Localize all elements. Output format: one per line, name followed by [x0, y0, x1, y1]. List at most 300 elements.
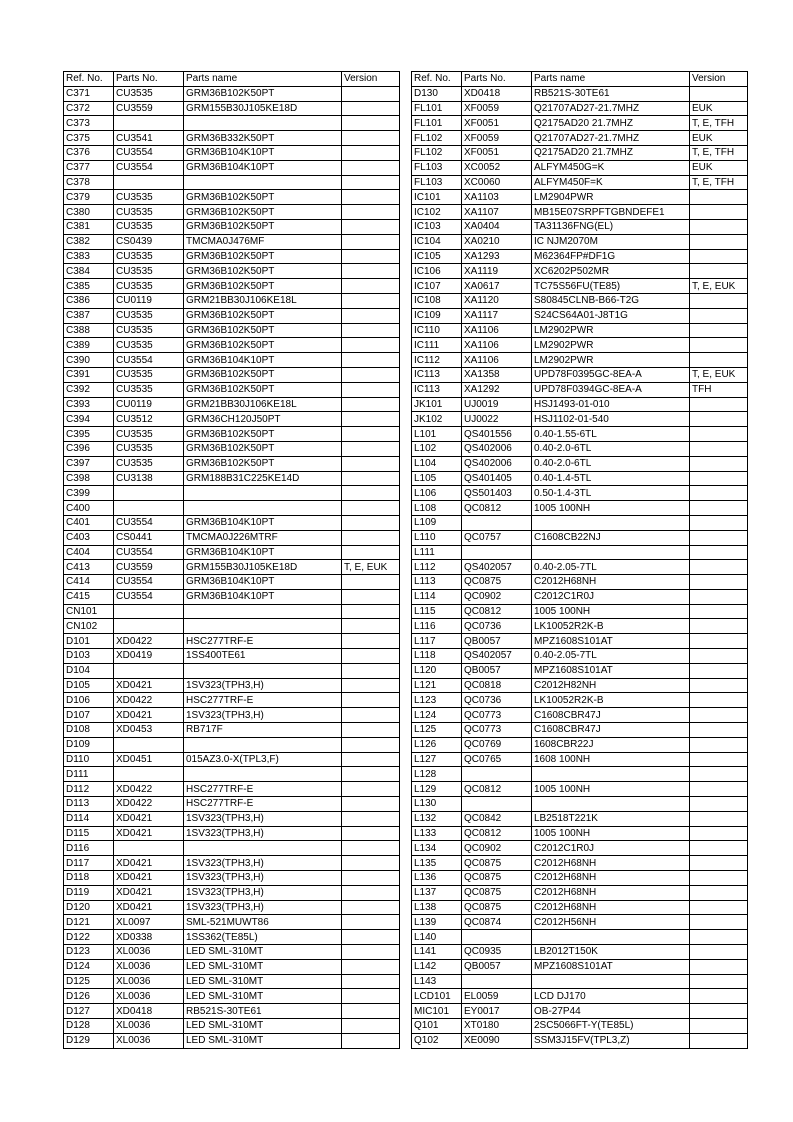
cell-version	[690, 338, 748, 353]
table-row	[412, 767, 748, 782]
cell-parts-name: GRM36B104K10PT	[184, 160, 342, 175]
cell-version	[690, 989, 748, 1004]
cell-ref-no: D129	[64, 1033, 114, 1048]
cell-parts-name: GRM36B102K50PT	[184, 441, 342, 456]
cell-version	[690, 308, 748, 323]
cell-parts-no: CU3535	[114, 219, 184, 234]
cell-version	[342, 545, 400, 560]
cell-version	[342, 353, 400, 368]
cell-parts-name: 1005 100NH	[532, 782, 690, 797]
cell-parts-name: 1SV323(TPH3,H)	[184, 811, 342, 826]
cell-version: T, E, TFH	[690, 175, 748, 190]
cell-parts-name: GRM36B102K50PT	[184, 219, 342, 234]
cell-parts-name: MPZ1608S101AT	[532, 634, 690, 649]
cell-parts-no	[114, 604, 184, 619]
table-row	[64, 501, 400, 516]
cell-version	[342, 1019, 400, 1034]
table-row	[64, 131, 400, 146]
cell-version	[690, 397, 748, 412]
cell-ref-no: IC110	[412, 323, 462, 338]
cell-parts-name: OB-27P44	[532, 1004, 690, 1019]
cell-parts-no: QB0057	[462, 959, 532, 974]
cell-version	[342, 619, 400, 634]
cell-ref-no: L138	[412, 900, 462, 915]
cell-ref-no: IC101	[412, 190, 462, 205]
cell-parts-name: GRM36B102K50PT	[184, 264, 342, 279]
table-row	[64, 264, 400, 279]
cell-ref-no: L121	[412, 678, 462, 693]
table-row	[412, 190, 748, 205]
cell-parts-name: 0.40-1.4-5TL	[532, 471, 690, 486]
cell-ref-no: CN102	[64, 619, 114, 634]
cell-ref-no: D114	[64, 811, 114, 826]
cell-parts-no: QC0902	[462, 589, 532, 604]
cell-parts-no: XL0036	[114, 1019, 184, 1034]
cell-parts-no: QC0769	[462, 737, 532, 752]
cell-parts-name: 1005 100NH	[532, 604, 690, 619]
cell-parts-name	[184, 501, 342, 516]
table-row	[64, 915, 400, 930]
table-row	[412, 871, 748, 886]
cell-parts-no	[462, 974, 532, 989]
cell-version	[342, 530, 400, 545]
cell-parts-name: LM2902PWR	[532, 323, 690, 338]
cell-version	[690, 693, 748, 708]
cell-ref-no: FL102	[412, 145, 462, 160]
cell-parts-name: LK10052R2K-B	[532, 693, 690, 708]
cell-version	[342, 1033, 400, 1048]
table-row	[64, 826, 400, 841]
table-row	[64, 293, 400, 308]
cell-parts-no: XD0422	[114, 693, 184, 708]
table-row	[412, 930, 748, 945]
table-row	[64, 989, 400, 1004]
cell-parts-name: GRM36B102K50PT	[184, 190, 342, 205]
cell-parts-no: XF0059	[462, 131, 532, 146]
cell-ref-no: L136	[412, 871, 462, 886]
cell-parts-name: GRM36B102K50PT	[184, 382, 342, 397]
cell-parts-no: QB0057	[462, 634, 532, 649]
cell-version	[342, 634, 400, 649]
cell-ref-no: C393	[64, 397, 114, 412]
cell-parts-no: XA1106	[462, 323, 532, 338]
cell-parts-name: 0.40-1.55-6TL	[532, 427, 690, 442]
cell-ref-no: L111	[412, 545, 462, 560]
cell-ref-no: D112	[64, 782, 114, 797]
table-row	[412, 915, 748, 930]
cell-parts-no: CU3535	[114, 338, 184, 353]
cell-ref-no: D118	[64, 871, 114, 886]
cell-parts-no: QS401405	[462, 471, 532, 486]
table-row	[64, 1033, 400, 1048]
cell-ref-no: IC107	[412, 279, 462, 294]
cell-parts-no: CU3535	[114, 456, 184, 471]
cell-version	[690, 575, 748, 590]
cell-version	[690, 412, 748, 427]
cell-parts-name: GRM36B104K10PT	[184, 545, 342, 560]
cell-parts-name: 1SS362(TE85L)	[184, 930, 342, 945]
cell-parts-name: UPD78F0394GC-8EA-A	[532, 382, 690, 397]
table-row	[412, 723, 748, 738]
cell-ref-no: L106	[412, 486, 462, 501]
cell-parts-name: IC NJM2070M	[532, 234, 690, 249]
table-row	[64, 871, 400, 886]
cell-version	[690, 885, 748, 900]
header-version: Version	[342, 72, 400, 87]
table-row	[412, 575, 748, 590]
cell-ref-no: IC103	[412, 219, 462, 234]
cell-version	[690, 219, 748, 234]
table-row	[412, 486, 748, 501]
cell-version	[342, 116, 400, 131]
cell-ref-no: IC113	[412, 382, 462, 397]
cell-parts-no: QC0736	[462, 619, 532, 634]
cell-version	[342, 323, 400, 338]
table-row	[64, 382, 400, 397]
cell-parts-name: 0.40-2.0-6TL	[532, 456, 690, 471]
cell-ref-no: L105	[412, 471, 462, 486]
cell-ref-no: D117	[64, 856, 114, 871]
cell-ref-no: C398	[64, 471, 114, 486]
cell-ref-no: C375	[64, 131, 114, 146]
cell-parts-name: SSM3J15FV(TPL3,Z)	[532, 1033, 690, 1048]
table-row	[412, 1019, 748, 1034]
cell-ref-no: D113	[64, 797, 114, 812]
cell-ref-no: C381	[64, 219, 114, 234]
cell-ref-no: C382	[64, 234, 114, 249]
cell-ref-no: C372	[64, 101, 114, 116]
table-row	[412, 678, 748, 693]
cell-parts-no: CU3554	[114, 145, 184, 160]
table-row	[64, 797, 400, 812]
cell-ref-no: D127	[64, 1004, 114, 1019]
cell-parts-no: EL0059	[462, 989, 532, 1004]
cell-version	[342, 471, 400, 486]
cell-ref-no: FL103	[412, 160, 462, 175]
cell-parts-no	[462, 545, 532, 560]
cell-ref-no: IC106	[412, 264, 462, 279]
cell-ref-no: D116	[64, 841, 114, 856]
table-row	[412, 737, 748, 752]
cell-version	[690, 767, 748, 782]
cell-parts-name: HSC277TRF-E	[184, 782, 342, 797]
cell-ref-no: IC113	[412, 367, 462, 382]
cell-parts-no: XT0180	[462, 1019, 532, 1034]
table-row	[412, 145, 748, 160]
cell-parts-name: C2012H82NH	[532, 678, 690, 693]
cell-parts-name: GRM36B104K10PT	[184, 515, 342, 530]
cell-version	[690, 323, 748, 338]
cell-ref-no: L143	[412, 974, 462, 989]
cell-version	[342, 811, 400, 826]
cell-ref-no: L126	[412, 737, 462, 752]
cell-version	[690, 545, 748, 560]
cell-parts-no: XD0338	[114, 930, 184, 945]
cell-version	[690, 649, 748, 664]
table-row	[412, 264, 748, 279]
table-row	[64, 205, 400, 220]
cell-ref-no: C414	[64, 575, 114, 590]
cell-ref-no: C399	[64, 486, 114, 501]
cell-parts-name: C2012C1R0J	[532, 589, 690, 604]
cell-parts-no: QC0875	[462, 871, 532, 886]
table-row	[412, 708, 748, 723]
cell-version	[690, 634, 748, 649]
cell-ref-no: CN101	[64, 604, 114, 619]
table-row	[412, 989, 748, 1004]
cell-version	[690, 945, 748, 960]
cell-parts-no: XA0617	[462, 279, 532, 294]
cell-parts-name: C2012H68NH	[532, 575, 690, 590]
cell-parts-no: XD0422	[114, 634, 184, 649]
cell-parts-no: QS402057	[462, 649, 532, 664]
table-row	[64, 412, 400, 427]
cell-ref-no: MIC101	[412, 1004, 462, 1019]
cell-ref-no: L133	[412, 826, 462, 841]
cell-parts-name	[184, 737, 342, 752]
cell-version	[342, 456, 400, 471]
cell-ref-no: L129	[412, 782, 462, 797]
cell-parts-no: XE0090	[462, 1033, 532, 1048]
table-row	[412, 1004, 748, 1019]
cell-ref-no: L132	[412, 811, 462, 826]
cell-version	[690, 530, 748, 545]
cell-ref-no: C386	[64, 293, 114, 308]
cell-parts-no: CU3554	[114, 515, 184, 530]
cell-ref-no: C395	[64, 427, 114, 442]
cell-parts-name: RB717F	[184, 723, 342, 738]
table-row	[64, 545, 400, 560]
cell-ref-no: D120	[64, 900, 114, 915]
cell-version	[342, 900, 400, 915]
cell-parts-name: C2012H56NH	[532, 915, 690, 930]
cell-parts-name: GRM36B104K10PT	[184, 589, 342, 604]
table-row	[64, 974, 400, 989]
cell-parts-name: HSC277TRF-E	[184, 693, 342, 708]
table-row	[64, 441, 400, 456]
cell-ref-no: L128	[412, 767, 462, 782]
cell-parts-name: 1005 100NH	[532, 501, 690, 516]
table-row	[64, 856, 400, 871]
cell-parts-name: GRM188B31C225KE14D	[184, 471, 342, 486]
cell-parts-no: XD0422	[114, 782, 184, 797]
cell-version	[342, 101, 400, 116]
cell-parts-name: LED SML-310MT	[184, 1033, 342, 1048]
cell-parts-name: MPZ1608S101AT	[532, 959, 690, 974]
cell-parts-name: C2012H68NH	[532, 871, 690, 886]
cell-ref-no: C378	[64, 175, 114, 190]
cell-version	[342, 131, 400, 146]
cell-parts-no: XD0419	[114, 649, 184, 664]
cell-parts-no: UJ0022	[462, 412, 532, 427]
cell-parts-no: EY0017	[462, 1004, 532, 1019]
cell-parts-no: XA1358	[462, 367, 532, 382]
cell-parts-name: LED SML-310MT	[184, 989, 342, 1004]
cell-parts-name: GRM36B104K10PT	[184, 353, 342, 368]
cell-ref-no: FL102	[412, 131, 462, 146]
cell-parts-no	[114, 767, 184, 782]
table-row	[412, 752, 748, 767]
cell-ref-no: IC108	[412, 293, 462, 308]
table-row	[412, 545, 748, 560]
cell-parts-name: GRM36B102K50PT	[184, 427, 342, 442]
cell-version	[342, 959, 400, 974]
cell-parts-no: CU3535	[114, 279, 184, 294]
cell-version	[342, 841, 400, 856]
cell-version	[342, 752, 400, 767]
cell-parts-name: S80845CLNB-B66-T2G	[532, 293, 690, 308]
cell-parts-no: QC0812	[462, 604, 532, 619]
table-row	[412, 160, 748, 175]
cell-parts-name: 1SV323(TPH3,H)	[184, 885, 342, 900]
cell-version	[342, 782, 400, 797]
cell-parts-no: CU3554	[114, 545, 184, 560]
table-row	[64, 930, 400, 945]
cell-ref-no: IC104	[412, 234, 462, 249]
table-row	[412, 619, 748, 634]
cell-ref-no: C385	[64, 279, 114, 294]
table-row	[412, 367, 748, 382]
cell-ref-no: C394	[64, 412, 114, 427]
table-row	[412, 589, 748, 604]
cell-version	[342, 86, 400, 101]
cell-parts-no: XA0404	[462, 219, 532, 234]
cell-ref-no: D109	[64, 737, 114, 752]
cell-parts-name: M62364FP#DF1G	[532, 249, 690, 264]
cell-version	[690, 234, 748, 249]
cell-parts-name: TMCMA0J476MF	[184, 234, 342, 249]
cell-version	[342, 427, 400, 442]
cell-version	[342, 501, 400, 516]
table-row	[412, 131, 748, 146]
cell-parts-no: CU3535	[114, 86, 184, 101]
cell-parts-no	[462, 515, 532, 530]
cell-parts-no: XA1292	[462, 382, 532, 397]
cell-version	[690, 515, 748, 530]
cell-parts-name: 2SC5066FT-Y(TE85L)	[532, 1019, 690, 1034]
table-row	[412, 219, 748, 234]
cell-parts-no: CU3535	[114, 323, 184, 338]
cell-parts-name: S24CS64A01-J8T1G	[532, 308, 690, 323]
cell-ref-no: L118	[412, 649, 462, 664]
header-parts-name: Parts name	[532, 72, 690, 87]
cell-parts-no: XA1106	[462, 338, 532, 353]
cell-parts-name: 0.40-2.05-7TL	[532, 560, 690, 575]
cell-version: T, E, EUK	[690, 367, 748, 382]
table-row	[412, 427, 748, 442]
cell-parts-name: RB521S-30TE61	[532, 86, 690, 101]
cell-version: T, E, TFH	[690, 116, 748, 131]
cell-ref-no: L113	[412, 575, 462, 590]
cell-ref-no: C415	[64, 589, 114, 604]
cell-ref-no: L135	[412, 856, 462, 871]
cell-version	[342, 930, 400, 945]
cell-version	[342, 871, 400, 886]
cell-parts-no: XD0422	[114, 797, 184, 812]
cell-parts-no: CU3559	[114, 560, 184, 575]
table-row	[412, 501, 748, 516]
cell-parts-name: UPD78F0395GC-8EA-A	[532, 367, 690, 382]
cell-version	[342, 264, 400, 279]
cell-version	[342, 397, 400, 412]
table-row	[412, 693, 748, 708]
cell-version	[690, 930, 748, 945]
cell-parts-no: XL0036	[114, 974, 184, 989]
table-row	[64, 145, 400, 160]
cell-ref-no: C377	[64, 160, 114, 175]
cell-version	[342, 589, 400, 604]
table-row	[412, 293, 748, 308]
table-row	[412, 382, 748, 397]
table-row	[412, 959, 748, 974]
cell-parts-name: 1608CBR22J	[532, 737, 690, 752]
header-ref-no: Ref. No.	[64, 72, 114, 87]
table-row	[64, 530, 400, 545]
parts-table-right-body	[412, 86, 748, 1048]
cell-parts-name: TA31136FNG(EL)	[532, 219, 690, 234]
table-row	[412, 471, 748, 486]
cell-parts-name: LM2902PWR	[532, 353, 690, 368]
cell-ref-no: C371	[64, 86, 114, 101]
cell-ref-no: C376	[64, 145, 114, 160]
cell-parts-name: 1SV323(TPH3,H)	[184, 708, 342, 723]
cell-ref-no: IC109	[412, 308, 462, 323]
table-row	[412, 323, 748, 338]
cell-ref-no: C391	[64, 367, 114, 382]
cell-ref-no: D115	[64, 826, 114, 841]
cell-ref-no: L112	[412, 560, 462, 575]
cell-ref-no: L123	[412, 693, 462, 708]
cell-version: EUK	[690, 160, 748, 175]
cell-parts-name: C2012C1R0J	[532, 841, 690, 856]
cell-parts-name: LB2012T150K	[532, 945, 690, 960]
cell-version	[342, 856, 400, 871]
cell-ref-no: C397	[64, 456, 114, 471]
cell-parts-name: 0.40-2.05-7TL	[532, 649, 690, 664]
cell-parts-no: QC0842	[462, 811, 532, 826]
cell-parts-no: QC0736	[462, 693, 532, 708]
cell-parts-no: XL0036	[114, 989, 184, 1004]
table-row	[412, 175, 748, 190]
table-row	[412, 974, 748, 989]
cell-version	[342, 515, 400, 530]
table-row	[64, 959, 400, 974]
cell-ref-no: Q102	[412, 1033, 462, 1048]
cell-parts-no: XA1119	[462, 264, 532, 279]
table-row	[64, 234, 400, 249]
cell-parts-no	[462, 930, 532, 945]
cell-parts-name: GRM36B102K50PT	[184, 367, 342, 382]
table-row	[64, 175, 400, 190]
cell-version	[342, 693, 400, 708]
cell-parts-no: XD0421	[114, 856, 184, 871]
cell-parts-no: CU3541	[114, 131, 184, 146]
cell-ref-no: C413	[64, 560, 114, 575]
cell-version	[342, 678, 400, 693]
table-row	[64, 811, 400, 826]
table-row	[64, 1019, 400, 1034]
table-row	[64, 219, 400, 234]
cell-parts-name	[532, 974, 690, 989]
cell-parts-name: LM2904PWR	[532, 190, 690, 205]
cell-parts-no: CU3535	[114, 190, 184, 205]
cell-version	[342, 915, 400, 930]
table-row	[64, 900, 400, 915]
table-row	[412, 279, 748, 294]
cell-parts-name: 1SV323(TPH3,H)	[184, 871, 342, 886]
cell-version	[342, 486, 400, 501]
table-row	[64, 486, 400, 501]
